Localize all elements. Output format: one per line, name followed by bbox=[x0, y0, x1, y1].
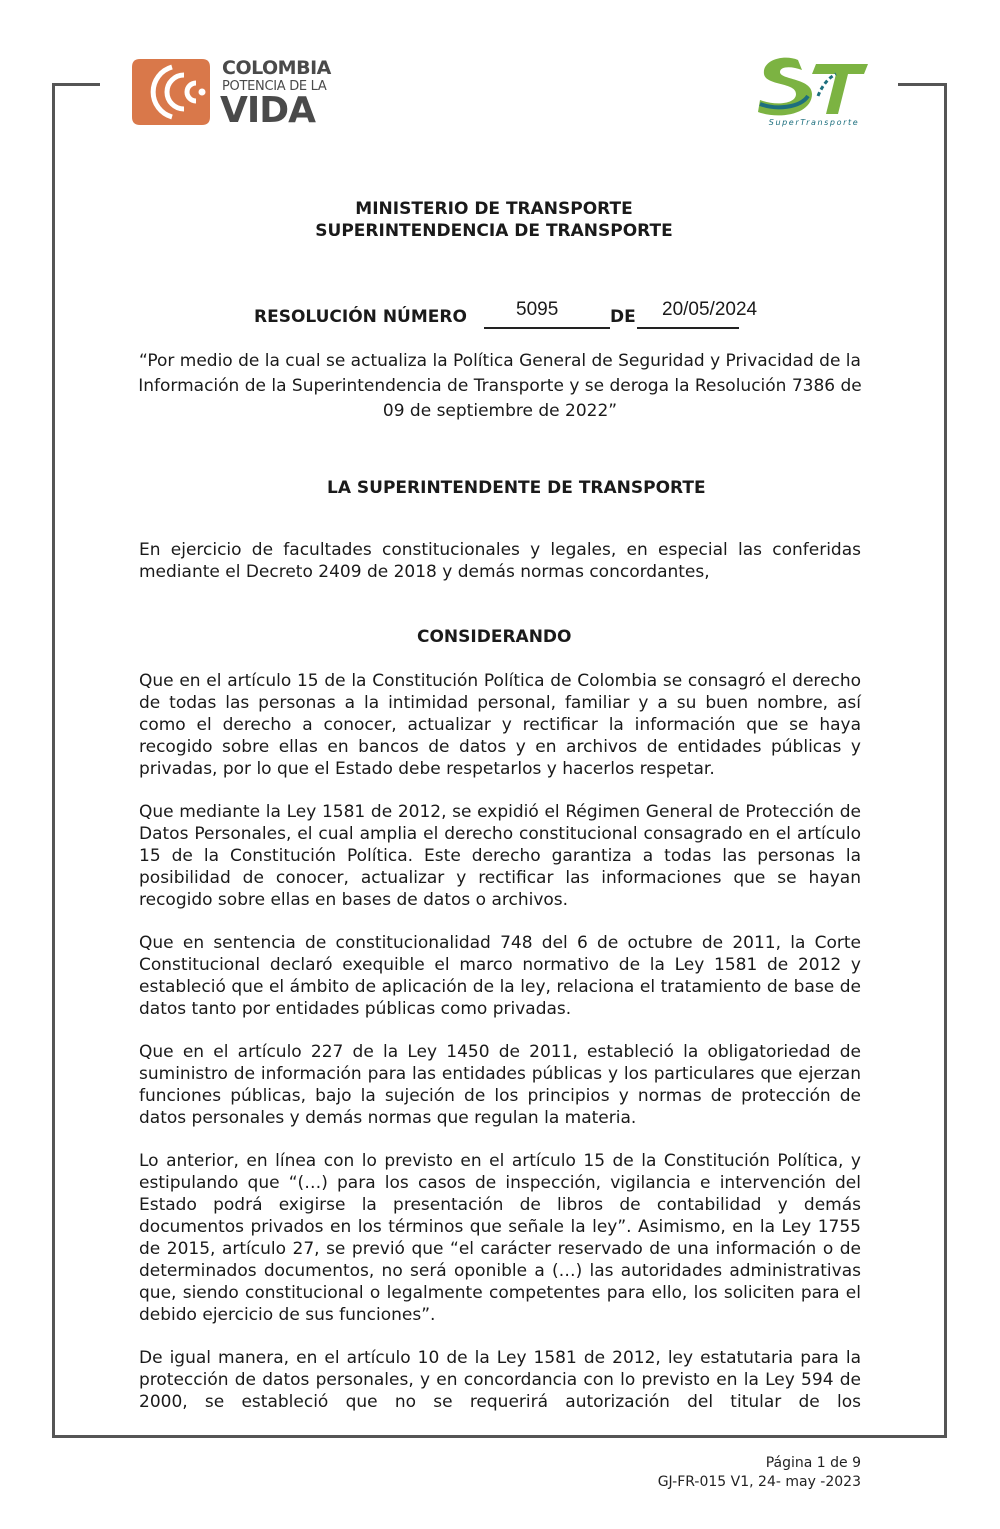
page-frame-right bbox=[944, 83, 947, 1438]
resolution-de-label: DE bbox=[610, 307, 636, 327]
ministry-title: MINISTERIO DE TRANSPORTE bbox=[355, 199, 633, 219]
considering-paragraph: Que en el artículo 227 de la Ley 1450 de 2011, estableció la obligatoriedad de suministro de información para las entidades públicas y los particulares que ejerzan funciones públicas, bajo la sujeción de los principios y normas de protección de datos personales y demás normas que regulan la materia. bbox=[139, 1042, 861, 1128]
page-frame-top-left bbox=[52, 83, 100, 86]
logo-text-colombia: COLOMBIA bbox=[222, 57, 331, 79]
page-frame-top-right bbox=[898, 83, 947, 86]
superintendency-title: SUPERINTENDENCIA DE TRANSPORTE bbox=[315, 221, 673, 241]
resolution-date: 20/05/2024 bbox=[662, 299, 758, 320]
resolution-date-underline bbox=[637, 327, 739, 329]
form-code: GJ-FR-015 V1, 24- may -2023 bbox=[657, 1474, 861, 1490]
supertransporte-logo bbox=[756, 56, 871, 132]
resolution-number-row bbox=[254, 299, 774, 333]
considering-paragraph: Que mediante la Ley 1581 de 2012, se expidió el Régimen General de Protección de Datos Personales, el cual amplia el derecho constitucional consagrado en el artículo 15 de la Constitución Política. Este derecho garantiza a todas las personas la posibilidad de conocer, actualizar y rectificar las informaciones que se hayan recogido sobre ellas en bases de datos o archivos. bbox=[139, 802, 861, 910]
considering-paragraph: Lo anterior, en línea con lo previsto en el artículo 15 de la Constitución Política, y estipulando que “(…) para los casos de inspección, vigilancia e intervención del Estado podrá exigirse la presentación de libros de contabilidad y demás documentos privados en los términos que señale la ley”. Asimismo, en la Ley 1755 de 2015, artículo 27, se previó que “el carácter reservado de una información o de determinados documentos, no será oponible a (…) las autoridades administrativas que, siendo constitucional o legalmente competentes para ello, los soliciten para el debido ejercicio de sus funciones”. bbox=[139, 1151, 861, 1325]
page-number: Página 1 de 9 bbox=[765, 1455, 861, 1471]
resolution-number: 5095 bbox=[516, 299, 559, 320]
logo-text-vida: VIDA bbox=[220, 90, 315, 131]
resolution-number-underline bbox=[484, 327, 610, 329]
page-frame-left bbox=[52, 83, 55, 1438]
authority-heading: LA SUPERINTENDENTE DE TRANSPORTE bbox=[327, 478, 706, 498]
colombia-potencia-de-la-vida-logo bbox=[132, 57, 337, 131]
resolution-label: RESOLUCIÓN NÚMERO bbox=[254, 307, 467, 327]
colombia-logo-mark-icon bbox=[132, 59, 210, 125]
considering-paragraph: De igual manera, en el artículo 10 de la Ley 1581 de 2012, ley estatutaria para la protección de datos personales, y en concordancia con lo previsto en la Ley 594 de 2000, se estableció que no se requerirá autorización del titular de los bbox=[139, 1348, 861, 1412]
considering-paragraph: Que en sentencia de constitucionalidad 748 del 6 de octubre de 2011, la Corte Constitucional declaró exequible el marco normativo de la Ley 1581 de 2012 y estableció que el ámbito de aplicación de la ley, relaciona el tratamiento de base de datos tanto por entidades públicas como privadas. bbox=[139, 933, 861, 1019]
page-frame-bottom bbox=[52, 1435, 947, 1438]
considering-paragraph: Que en el artículo 15 de la Constitución Política de Colombia se consagró el derecho de todas las personas a la intimidad personal, familiar y a su buen nombre, así como el derecho a conocer, actualizar y rectificar la información que se haya recogido sobre ellas en bancos de datos y en archivos de entidades públicas y privadas, por lo que el Estado debe respetarlos y hacerlos respetar. bbox=[139, 671, 861, 779]
resolution-subject: “Por medio de la cual se actualiza la Política General de Seguridad y Privacidad de la Información de la Superintendencia de Transporte y se deroga la Resolución 7386 de 09 de septiembre de 2022” bbox=[138, 351, 862, 421]
supertransporte-st-icon bbox=[756, 56, 871, 118]
supertransporte-caption: SuperTransporte bbox=[768, 118, 860, 127]
logo-text-potencia: POTENCIA DE LA bbox=[222, 79, 327, 94]
considering-heading: CONSIDERANDO bbox=[417, 627, 572, 647]
faculties-paragraph: En ejercicio de facultades constitucionales y legales, en especial las conferidas mediante el Decreto 2409 de 2018 y demás normas concordantes, bbox=[139, 540, 861, 582]
